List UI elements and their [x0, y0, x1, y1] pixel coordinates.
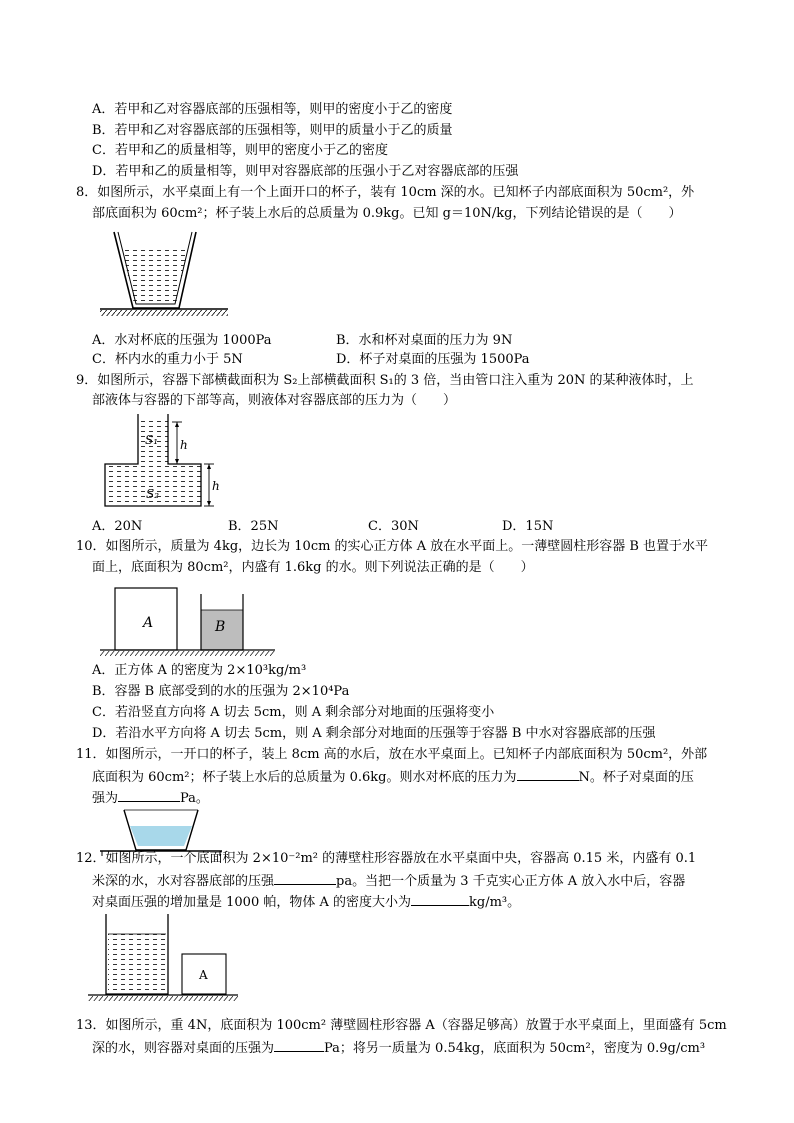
q9-option-d: D．15N [502, 519, 554, 534]
q11-text-3b: Pa。 [180, 791, 209, 806]
q8-stem-line2: 部底面积为 60cm²；杯子装上水后的总质量为 0.9kg。已知 g＝10N/kg，下列结论错误的是（ ） [92, 206, 682, 221]
q7-option-c: C．若甲和乙的质量相等，则甲的密度小于乙的密度 [92, 143, 388, 158]
q9-option-b: B．25N [228, 519, 279, 534]
q12-water [108, 934, 166, 994]
q10-option-d: D．若沿水平方向将 A 切去 5cm，则 A 剩余部分对地面的压强等于容器 B 中水对容器底部的压强 [92, 726, 656, 741]
q11-text-3a: 强为 [92, 791, 119, 806]
q11-blank-force[interactable] [517, 766, 579, 781]
q13-stem-line1: 13．如图所示，重 4N，底面积为 100cm² 薄壁圆柱形容器 A（容器足够高）放置于水平桌面上，里面盛有 5cm [76, 1018, 727, 1033]
q9-label-s2: S₂ [146, 487, 160, 501]
q12-text-2b: pa。当把一个质量为 3 千克实心正方体 A 放入水中后，容器 [336, 874, 686, 889]
q10-figure [100, 584, 280, 656]
q11-water [130, 826, 192, 846]
q12-text-3a: 对桌面压强的增加量是 1000 帕，物体 A 的密度大小为 [92, 895, 412, 910]
q10-label-a: A [143, 615, 154, 631]
q9-label-s1: S₁ [145, 433, 159, 447]
q10-stem-line1: 10．如图所示，质量为 4kg，边长为 10cm 的实心正方体 A 放在水平面上。一薄壁圆柱形容器 B 也置于水平 [76, 539, 709, 554]
q12-blank-density[interactable] [411, 891, 469, 906]
q12-label-a: A [199, 968, 208, 982]
q13-text-2b: Pa；将另一质量为 0.54kg，底面积为 50cm²，密度为 0.9g/cm³ [324, 1041, 706, 1056]
q12-stem-line2 [92, 870, 685, 892]
q13-blank-pressure[interactable] [274, 1037, 324, 1052]
q9-container-figure [100, 414, 230, 514]
q9-stem-line2: 部液体与容器的下部等高，则液体对容器底部的压力为（ ） [92, 393, 457, 408]
q9-option-a: A．20N [92, 519, 143, 534]
q12-blank-pressure[interactable] [274, 870, 336, 885]
q7-option-d: D．若甲和乙的质量相等，则甲对容器底部的压强小于乙对容器底部的压强 [92, 164, 519, 179]
q8-water [122, 248, 188, 304]
q11-blank-pressure[interactable] [118, 787, 180, 802]
q10-label-b: B [215, 619, 226, 635]
q8-option-d: D．杯子对桌面的压强为 1500Pa [336, 352, 530, 367]
q13-text-2a: 深的水，则容器对桌面的压强为 [92, 1041, 275, 1056]
q13-stem-line2 [92, 1037, 705, 1059]
q12-text-3b: kg/m³。 [469, 895, 521, 910]
q12-stem-line3 [92, 891, 520, 913]
q12-text-2a: 米深的水，水对容器底部的压强 [92, 874, 275, 889]
q8-option-b: B．水和杯对桌面的压力为 9N [336, 333, 513, 348]
q8-option-c: C．杯内水的重力小于 5N [92, 352, 243, 367]
q11-stem-line1: 11．如图所示，一开口的杯子，装上 8cm 高的水后，放在水平桌面上。已知杯子内部底面积为 50cm²，外部 [76, 747, 708, 762]
q11-stem-line2 [92, 766, 694, 788]
q9-stem-line1: 9．如图所示，容器下部横截面积为 S₂上部横截面积 S₁的 3 倍，当由管口注入重为 20N 的某种液体时，上 [76, 373, 694, 388]
q8-option-a: A．水对杯底的压强为 1000Pa [92, 333, 272, 348]
q10-option-a: A．正方体 A 的密度为 2×10³kg/m³ [92, 663, 307, 678]
q9-label-h2: h [212, 479, 220, 493]
q12-stem-line1: 12．如图所示，一个底面积为 2×10⁻²m² 的薄壁柱形容器放在水平桌面中央，容器高 0.15 米，内盛有 0.1 [76, 851, 697, 866]
q10-option-b: B．容器 B 底部受到的水的压强为 2×10⁴Pa [92, 684, 350, 699]
q7-option-b: B．若甲和乙对容器底部的压强相等，则甲的质量小于乙的质量 [92, 123, 453, 138]
q7-option-a: A．若甲和乙对容器底部的压强相等，则甲的密度小于乙的密度 [92, 102, 453, 117]
q9-label-h1: h [180, 438, 188, 452]
q10-stem-line2: 面上，底面积为 80cm²，内盛有 1.6kg 的水。则下列说法正确的是（ ） [92, 560, 534, 575]
q9-option-c: C．30N [368, 519, 419, 534]
q11-text-2a: 底面积为 60cm²；杯子装上水后的总质量为 0.6kg。则水对杯底的压力为 [92, 770, 517, 785]
q10-option-c: C．若沿竖直方向将 A 切去 5cm，则 A 剩余部分对地面的压强将变小 [92, 705, 495, 720]
q12-figure [88, 912, 248, 1004]
q8-cup-figure [100, 228, 230, 324]
q11-text-2b: N。杯子对桌面的压 [578, 770, 694, 785]
q8-stem-line1: 8．如图所示，水平桌面上有一个上面开口的杯子，装有 10cm 深的水。已知杯子内部底面积为 50cm²，外 [76, 185, 695, 200]
